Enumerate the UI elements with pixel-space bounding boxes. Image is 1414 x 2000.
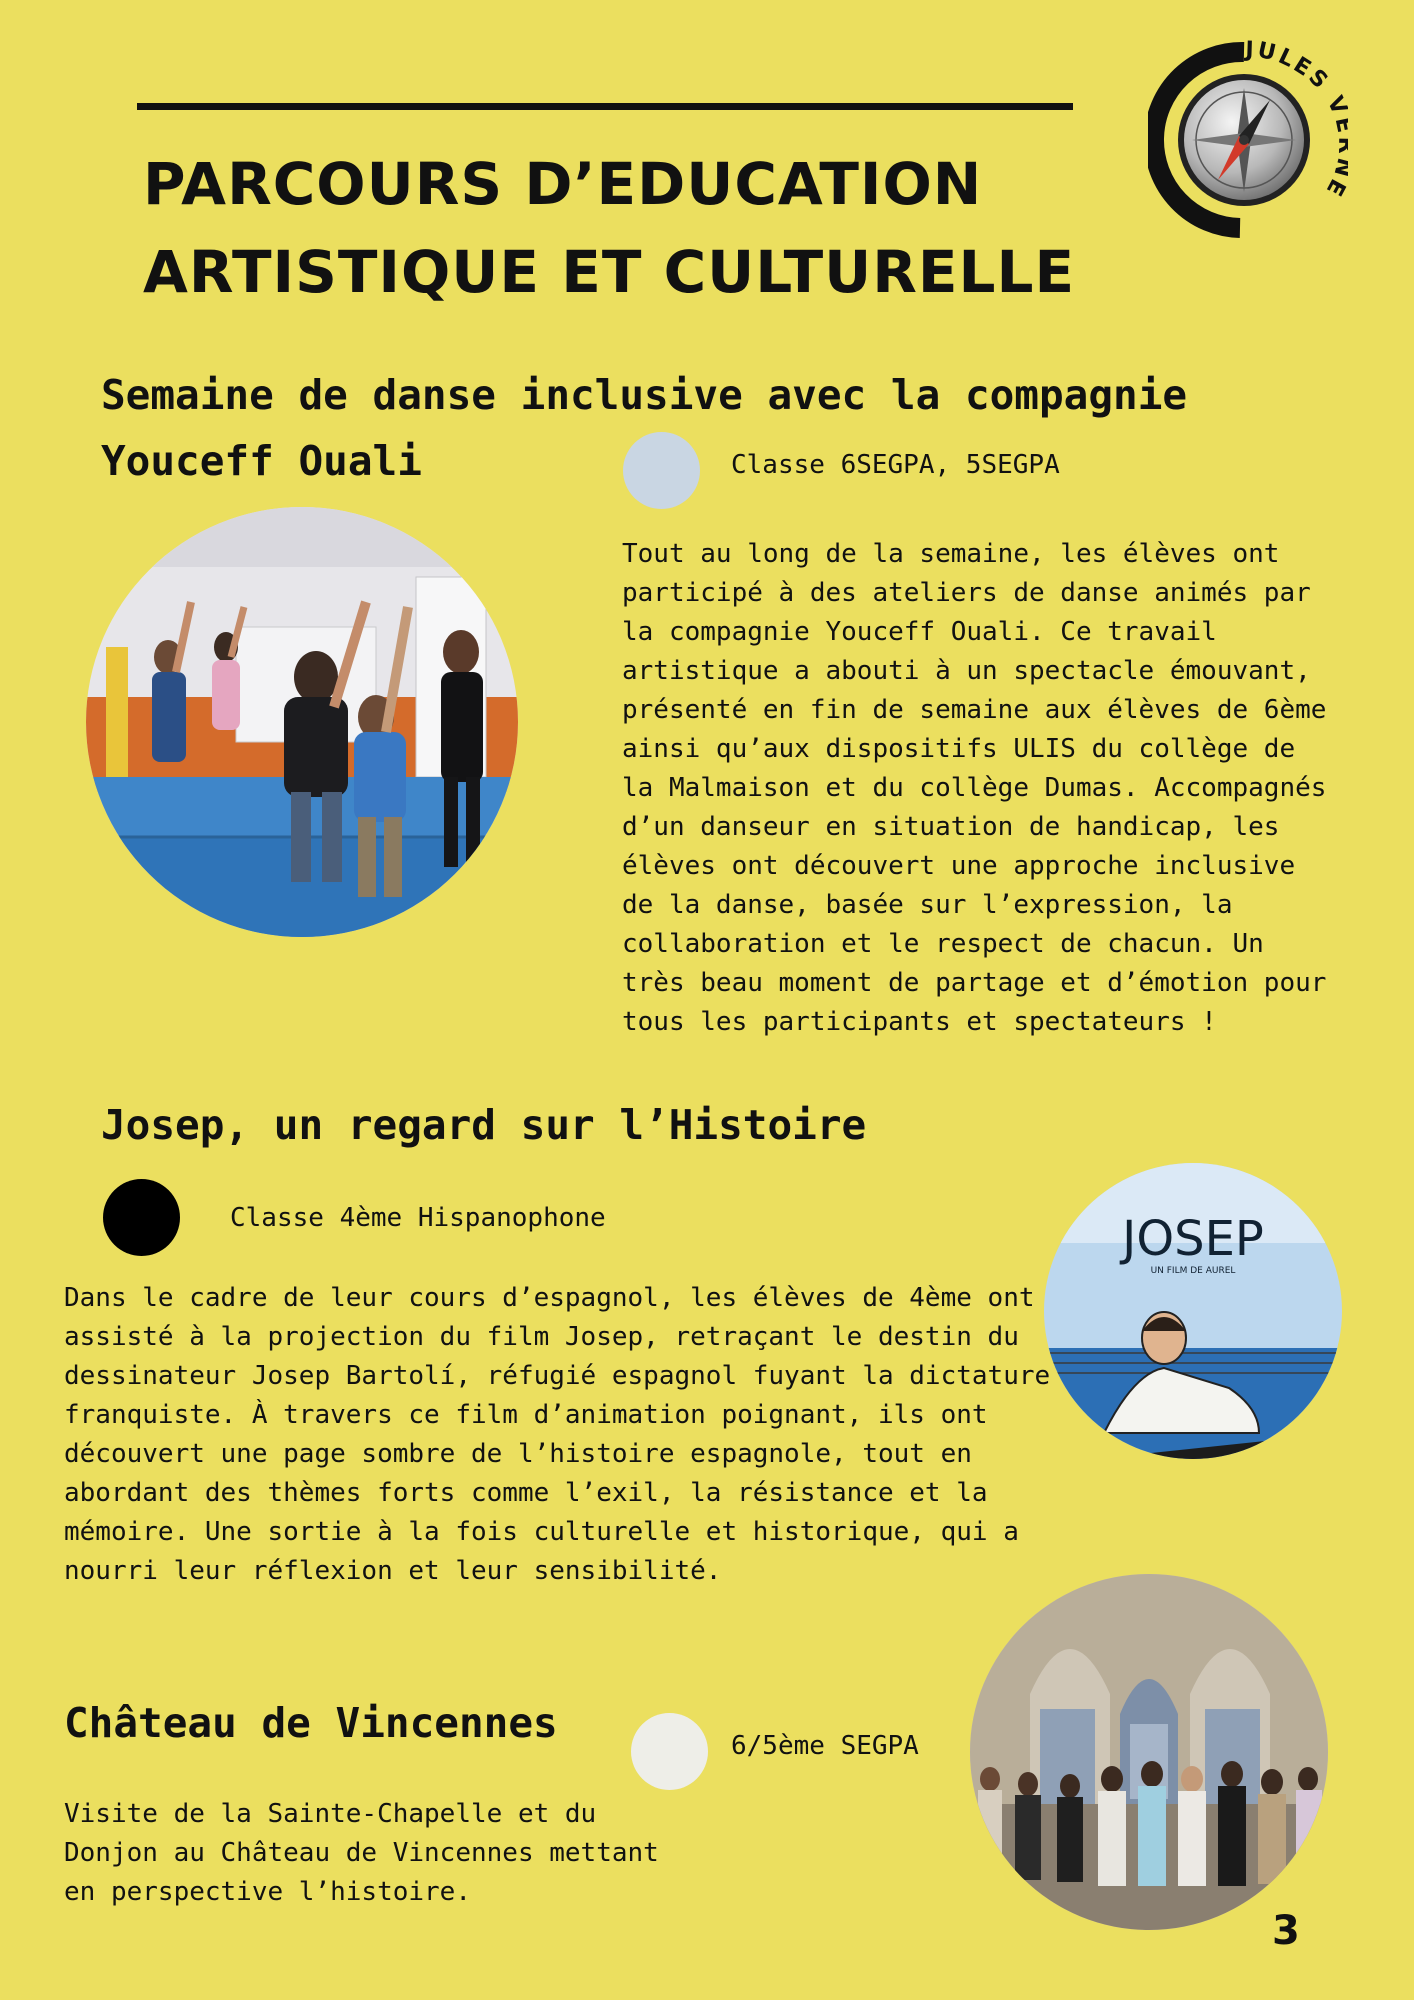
section-1-title-line-2: Youceff Ouali: [101, 437, 422, 485]
section-3-bullet-dot: [631, 1713, 708, 1790]
section-2-class-label: Classe 4ème Hispanophone: [230, 1203, 606, 1233]
section-1-paragraph: Tout au long de la semaine, les élèves ont participé à des ateliers de danse animés par la compagnie Youceff Ouali. Ce travail artistique a abouti à un spectacle émouvant, présenté en fin de semaine aux élèves de 6ème ainsi qu’aux dispositifs ULIS du collège de la Malmaison et du collège Dumas. Accompagnés d’un danseur en situation de handicap, les élèves ont découvert une approche inclusive de la danse, basée sur l’expression, la collaboration et le respect de chacun. Un très beau moment de partage et d’émotion pour tous les participants et spectateurs !: [622, 539, 1327, 1037]
logo-text: JULES E: [1245, 40, 1348, 203]
section-1-class-label: Classe 6SEGPA, 5SEGPA: [731, 450, 1060, 480]
page-number: 3: [1272, 1908, 1300, 1954]
page-title-line-1: PARCOURS D’EDUCATION: [143, 150, 983, 218]
section-2-paragraph: Dans le cadre de leur cours d’espagnol, les élèves de 4ème ont assisté à la projection du film Josep, retraçant le destin du dessinateur Josep Bartolí, réfugié espagnol fuyant la dictature franquiste. À travers ce film d’animation poignant, ils ont découvert une page sombre de l’histoire espagnole, tout en abordant des thèmes forts comme l’exil, la résistance et la mémoire. Une sortie à la fois culturelle et historique, qui a nourri leur réflexion et leur sensibilité.: [64, 1283, 1051, 1586]
section-2-title: Josep, un regard sur l’Histoire: [101, 1101, 867, 1149]
jules-verne-logo: [1148, 40, 1348, 240]
section-3-title: Château de Vincennes: [64, 1699, 558, 1747]
page-title-line-2: ARTISTIQUE ET CULTURELLE: [143, 238, 1076, 306]
section-1-title-line-1: Semaine de danse inclusive avec la compagnie: [101, 371, 1188, 419]
poster-title: JOSEP: [1122, 1211, 1264, 1267]
dance-workshop-photo: [86, 507, 518, 937]
poster-subtitle: UN FILM DE AUREL: [1150, 1266, 1236, 1276]
header-rule: [137, 103, 1073, 110]
section-3-class-label: 6/5ème SEGPA: [731, 1731, 919, 1761]
page-title: [143, 140, 1075, 316]
section-3-paragraph: Visite de la Sainte-Chapelle et du Donjon au Château de Vincennes mettant en perspective l’histoire.: [64, 1799, 659, 1907]
josep-film-poster: [1044, 1163, 1342, 1459]
vincennes-group-photo: [970, 1574, 1328, 1930]
section-2-bullet-dot: [103, 1179, 180, 1256]
section-1-bullet-dot: [623, 432, 700, 509]
